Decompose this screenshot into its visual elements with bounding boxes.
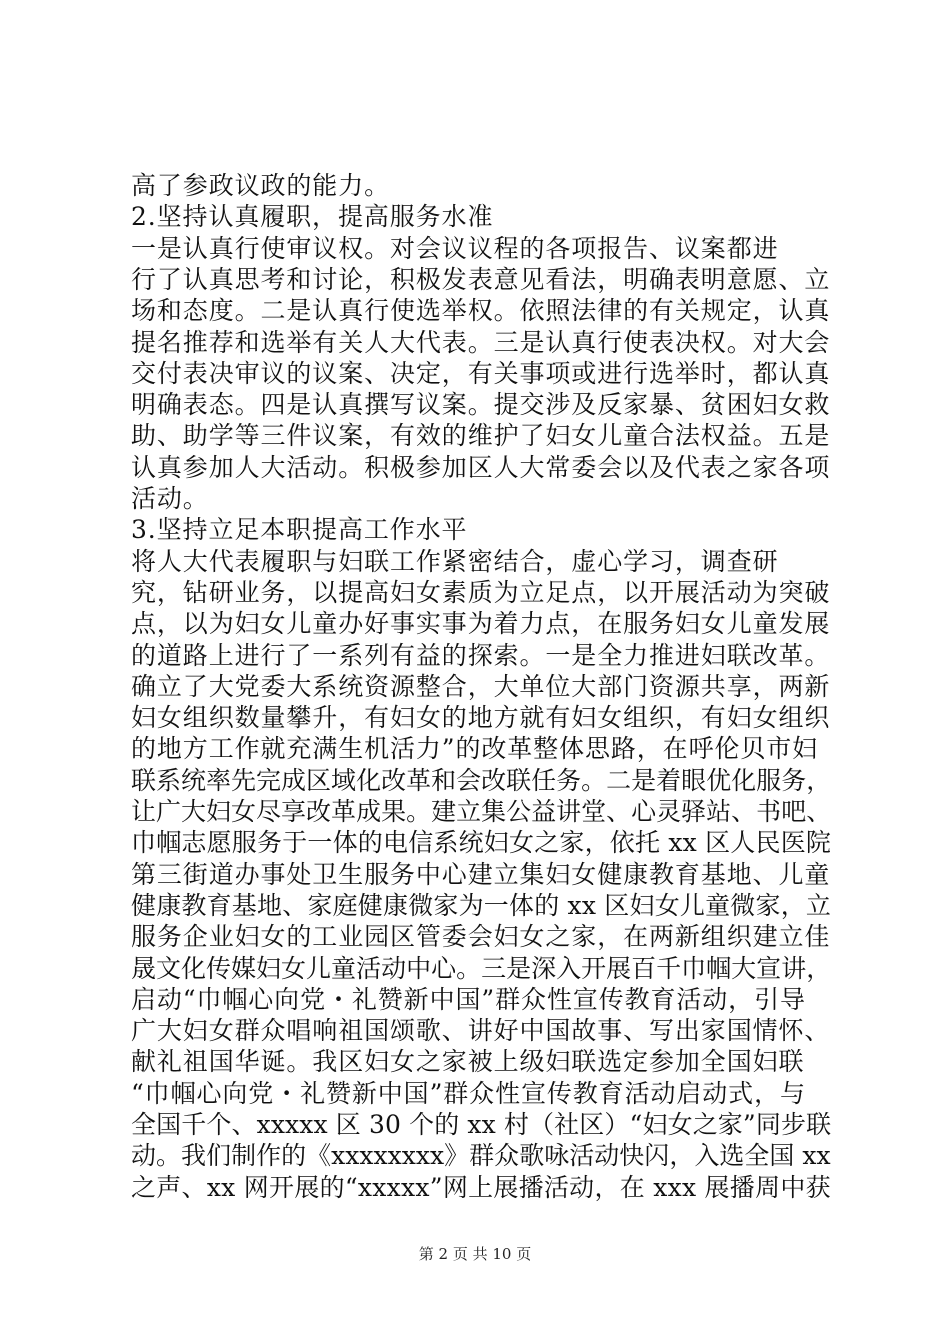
text-line: 让广大妇女尽享改革成果。建立集公益讲堂、心灵驿站、书吧、 xyxy=(131,797,832,826)
text-line: 妇女组织数量攀升，有妇女的地方就有妇女组织，有妇女组织 xyxy=(131,703,831,733)
text-line: 将人大代表履职与妇联工作紧密结合，虚心学习，调查研 xyxy=(131,546,779,576)
text-line: 之声、xx 网开展的“xxxxx”网上展播活动，在 xxx 展播周中获 xyxy=(131,1172,831,1202)
text-line: 的道路上进行了一系列有益的探索。一是全力推进妇联改革。 xyxy=(131,640,831,670)
text-line: 行了认真思考和讨论，积极发表意见看法，明确表明意愿、立 xyxy=(131,264,831,294)
text-line: 高了参政议政的能力。 xyxy=(131,171,391,200)
text-line: 广大妇女群众唱响祖国颂歌、讲好中国故事、写出家国情怀、 xyxy=(131,1016,831,1046)
text-line: 动。我们制作的《xxxxxxxx》群众歌咏活动快闪，入选全国 xx xyxy=(131,1141,831,1171)
text-line: 提名推荐和选举有关人大代表。三是认真行使表决权。对大会 xyxy=(131,327,831,357)
text-line: 确立了大党委大系统资源整合，大单位大部门资源共享，两新 xyxy=(131,671,831,701)
text-line: 助、助学等三件议案，有效的维护了妇女儿童合法权益。五是 xyxy=(131,421,831,451)
text-line: 献礼祖国华诞。我区妇女之家被上级妇联选定参加全国妇联 xyxy=(131,1047,805,1077)
text-line: 活动。 xyxy=(131,484,209,513)
text-line: 2.坚持认真履职，提高服务水准 xyxy=(131,202,494,232)
text-line: 健康教育基地、家庭健康微家为一体的 xx 区妇女儿童微家，立 xyxy=(131,890,832,920)
page-footer: 第 2 页 共 10 页 xyxy=(418,1245,532,1263)
text-line: “巾帼心向党・礼赞新中国”群众性宣传教育活动启动式，与 xyxy=(131,1078,806,1108)
text-line: 第三街道办事处卫生服务中心建立集妇女健康教育基地、儿童 xyxy=(131,859,831,889)
text-line: 的地方工作就充满生机活力”的改革整体思路，在呼伦贝市妇 xyxy=(131,734,819,764)
text-line: 究，钻研业务，以提高妇女素质为立足点，以开展活动为突破 xyxy=(131,577,831,607)
text-line: 服务企业妇女的工业园区管委会妇女之家，在两新组织建立佳 xyxy=(131,922,831,952)
text-line: 联系统率先完成区域化改革和会改联任务。二是着眼优化服务， xyxy=(131,765,832,795)
text-line: 交付表决审议的议案、决定，有关事项或进行选举时，都认真 xyxy=(131,358,831,388)
text-line: 晟文化传媒妇女儿童活动中心。三是深入开展百千巾帼大宣讲， xyxy=(131,953,832,983)
text-line: 明确表态。四是认真撰写议案。提交涉及反家暴、贫困妇女救 xyxy=(131,390,831,420)
text-line: 巾帼志愿服务于一体的电信系统妇女之家，依托 xx 区人民医院 xyxy=(131,828,832,858)
text-line: 全国千个、xxxxx 区 30 个的 xx 村（社区）“妇女之家”同步联 xyxy=(131,1110,832,1139)
text-line: 启动“巾帼心向党・礼赞新中国”群众性宣传教育活动，引导 xyxy=(131,984,806,1014)
text-line: 一是认真行使审议权。对会议议程的各项报告、议案都进 xyxy=(131,233,779,263)
text-line: 点，以为妇女儿童办好事实事为着力点，在服务妇女儿童发展 xyxy=(131,609,831,639)
text-line: 场和态度。二是认真行使选举权。依照法律的有关规定，认真 xyxy=(131,296,831,326)
text-line: 认真参加人大活动。积极参加区人大常委会以及代表之家各项 xyxy=(131,452,831,482)
text-line: 3.坚持立足本职提高工作水平 xyxy=(131,515,468,545)
